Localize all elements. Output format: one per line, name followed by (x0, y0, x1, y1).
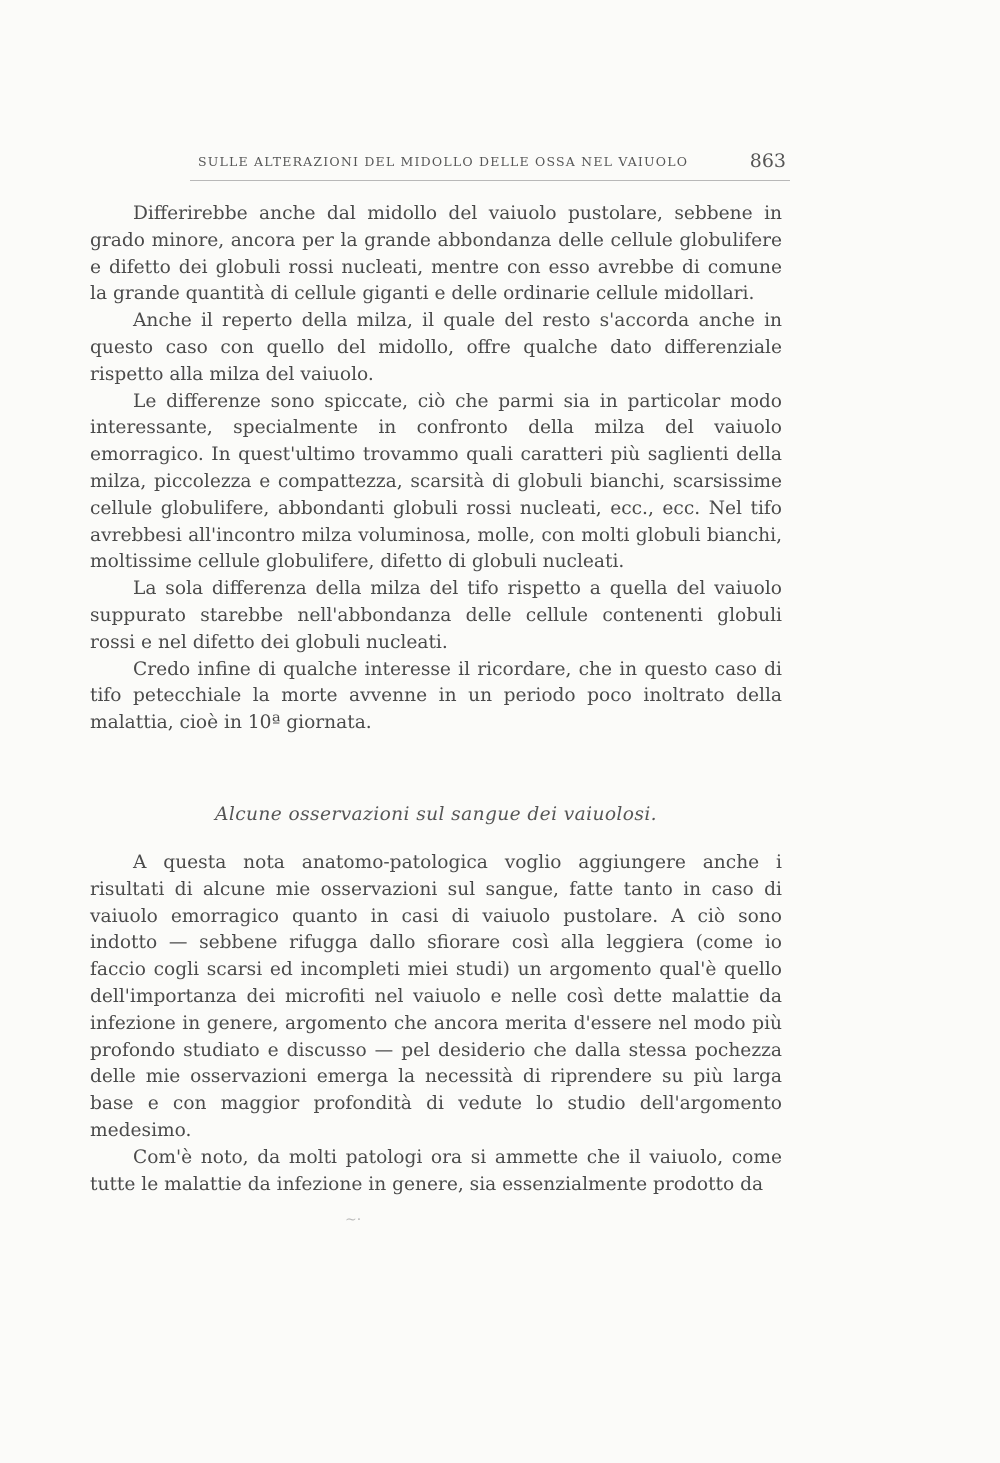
section-heading: Alcune osservazioni sul sangue dei vaiuolosi. (215, 804, 657, 825)
page-header (190, 150, 790, 180)
body-text-top (90, 201, 782, 737)
paragraph: Anche il reperto della milza, il quale del resto s'accorda anche in questo caso con quello del midollo, offre qualche dato differenziale rispetto alla milza del vaiuolo. (90, 310, 782, 385)
paragraph: La sola differenza della milza del tifo rispetto a quella del vaiuolo suppurato starebbe nell'abbondanza delle cellule contenenti globuli rossi e nel difetto dei globuli nucleati. (90, 578, 782, 653)
print-mark: ~· (345, 1212, 362, 1228)
paragraph: Credo infine di qualche interesse il ricordare, che in questo caso di tifo petecchiale la morte avvenne in un periodo poco inoltrato della malattia, cioè in 10ª giornata. (90, 658, 782, 734)
running-title: SULLE ALTERAZIONI DEL MIDOLLO DELLE OSSA NEL VAIUOLO (198, 154, 689, 169)
paragraph: Com'è noto, da molti patologi ora si ammette che il vaiuolo, come tutte le malattie da infezione in genere, sia essenzialmente prodotto da (90, 1146, 782, 1195)
header-rule (190, 180, 790, 181)
paragraph: Le differenze sono spiccate, ciò che parmi sia in particolar modo interessante, specialmente in confronto della milza del vaiuolo emorragico. In quest'ultimo trovammo quali caratteri più saglienti della milza, piccolezza e compattezza, scarsità di globuli bianchi, scarsissime cellule globulifere, abbondanti globuli rossi nucleati, ecc., ecc. Nel tifo avrebbesi all'incontro milza voluminosa, molle, con molti globuli bianchi, moltissime cellule globulifere, difetto di globuli nucleati. (90, 390, 782, 573)
page-number: 863 (749, 150, 786, 172)
paragraph: A questa nota anatomo-patologica voglio aggiungere anche i risultati di alcune mie osservazioni sul sangue, fatte tanto in caso di vaiuolo emorragico quanto in casi di vaiuolo pustolare. A ciò sono indotto — sebbene rifugga dallo sfiorare così alla leggiera (come io faccio cogli scarsi ed incompleti miei studi) un argomento qual'è quello dell'importanza dei microfiti nel vaiuolo e nelle così dette malattie da infezione in genere, argomento che ancora merita d'essere nel modo più profondo studiato e discusso — pel desiderio che dalla stessa pochezza delle mie osservazioni emerga la necessità di riprendere su più larga base e con maggior profondità di vedute lo studio dell'argomento medesimo. (90, 852, 782, 1141)
paragraph: Differirebbe anche dal midollo del vaiuolo pustolare, sebbene in grado minore, ancora per la grande abbondanza delle cellule globulifere e difetto dei globuli rossi nucleati, mentre con esso avrebbe di comune la grande quantità di cellule giganti e delle ordinarie cellule midollari. (90, 203, 782, 305)
body-text-bottom (90, 850, 782, 1198)
